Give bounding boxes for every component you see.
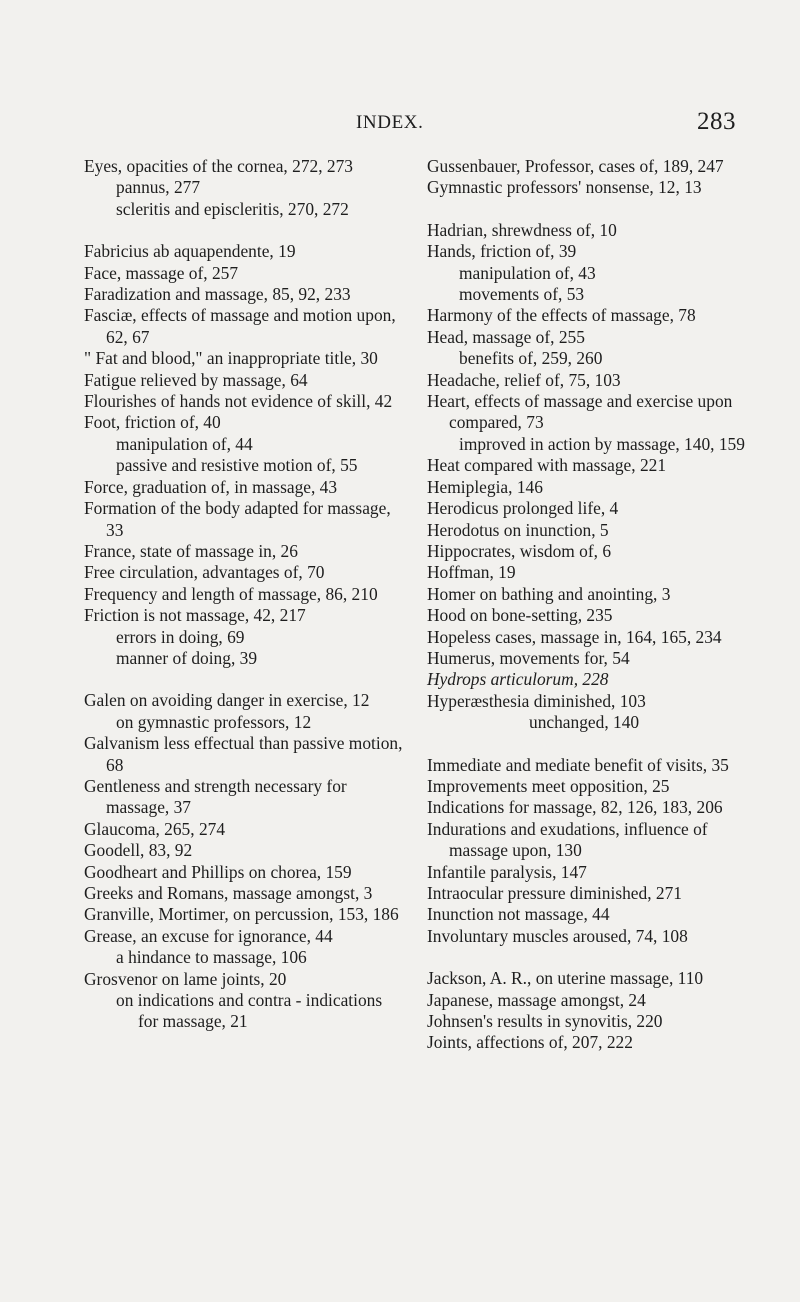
page-header: [0, 108, 800, 138]
index-subentry: manipulation of, 43: [459, 262, 596, 283]
index-subentry: manipulation of, 44: [116, 433, 253, 454]
index-entry: Heart, effects of massage and exercise upon compared, 73: [427, 391, 733, 433]
index-entry: Formation of the body adapted for massage, 33: [84, 498, 391, 540]
index-column-right: [427, 156, 749, 1054]
index-entry: France, state of massage in, 26: [84, 540, 298, 561]
index-entry: Involuntary muscles aroused, 74, 108: [427, 925, 688, 946]
index-entry: Hippocrates, wisdom of, 6: [427, 540, 612, 561]
index-entry: Infantile paralysis, 147: [427, 861, 587, 882]
index-entry: Improvements meet opposition, 25: [427, 775, 670, 796]
index-entry: Faradization and massage, 85, 92, 233: [84, 284, 351, 305]
index-entry: Johnsen's results in synovitis, 220: [427, 1011, 663, 1032]
index-entry: Goodheart and Phillips on chorea, 159: [84, 861, 352, 882]
index-subentry: unchanged, 140: [529, 712, 640, 733]
index-subentry: errors in doing, 69: [116, 626, 245, 647]
index-entry: Japanese, massage amongst, 24: [427, 989, 646, 1010]
index-entry: Inunction not massage, 44: [427, 904, 610, 925]
index-entry: Gymnastic professors' nonsense, 12, 13: [427, 177, 702, 198]
index-entry: Frequency and length of massage, 86, 210: [84, 583, 378, 604]
index-entry: Granville, Mortimer, on percussion, 153, 186: [84, 904, 399, 925]
index-subentry: movements of, 53: [459, 284, 585, 305]
index-entry: Free circulation, advantages of, 70: [84, 562, 325, 583]
index-entry: Hoffman, 19: [427, 562, 516, 583]
index-entry: Fasciæ, effects of massage and motion upon, 62, 67: [84, 305, 396, 347]
index-entry: Galvanism less effectual than passive motion, 68: [84, 733, 403, 775]
index-entry: Jackson, A. R., on uterine massage, 110: [427, 968, 704, 989]
index-entry: Harmony of the effects of massage, 78: [427, 305, 696, 326]
index-entry: Humerus, movements for, 54: [427, 647, 630, 668]
index-entry: Hyperæsthesia diminished, 103: [427, 690, 646, 711]
index-entry: Hands, friction of, 39: [427, 241, 577, 262]
index-entry: Herodotus on inunction, 5: [427, 519, 609, 540]
index-subentry: on gymnastic professors, 12: [116, 711, 312, 732]
index-entry: Hemiplegia, 146: [427, 476, 543, 497]
index-entry: Goodell, 83, 92: [84, 840, 193, 861]
index-entry: Greeks and Romans, massage amongst, 3: [84, 883, 373, 903]
index-entry: Grease, an excuse for ignorance, 44: [84, 925, 333, 946]
index-entry: Foot, friction of, 40: [84, 412, 221, 433]
index-entry: Joints, affections of, 207, 222: [427, 1032, 633, 1053]
index-subentry: a hindance to massage, 106: [116, 947, 307, 968]
index-entry: Grosvenor on lame joints, 20: [84, 968, 287, 989]
index-entry: Indurations and exudations, influence of massage upon, 130: [427, 818, 708, 861]
index-entry: Flourishes of hands not evidence of skill, 42: [84, 391, 393, 412]
index-entry: Fabricius ab aquapendente, 19: [84, 241, 296, 262]
index-entry: Hood on bone-setting, 235: [427, 605, 613, 626]
index-entry: Face, massage of, 257: [84, 262, 239, 283]
index-entry: Galen on avoiding danger in exercise, 12: [84, 690, 370, 711]
index-entry: Herodicus prolonged life, 4: [427, 498, 619, 519]
index-entry: Intraocular pressure diminished, 271: [427, 883, 682, 903]
index-entry: Indications for massage, 82, 126, 183, 206: [427, 797, 723, 818]
running-title: INDEX.: [356, 112, 424, 133]
index-entry: Hadrian, shrewdness of, 10: [427, 219, 617, 240]
index-entry: Hydrops articulorum, 228: [427, 669, 609, 690]
index-entry: Force, graduation of, in massage, 43: [84, 476, 338, 497]
index-entry: Immediate and mediate benefit of visits, 35: [427, 754, 729, 775]
index-subentry: on indications and contra - indications for massage, 21: [116, 990, 383, 1032]
index-entry: Hopeless cases, massage in, 164, 165, 234: [427, 626, 722, 647]
index-entry: Homer on bathing and anointing, 3: [427, 583, 671, 604]
index-entry: Heat compared with massage, 221: [427, 455, 667, 476]
index-entry: Head, massage of, 255: [427, 326, 585, 347]
index-subentry: benefits of, 259, 260: [459, 348, 603, 369]
index-subentry: pannus, 277: [116, 177, 201, 198]
index-entry: Gussenbauer, Professor, cases of, 189, 247: [427, 156, 724, 176]
index-subentry: improved in action by massage, 140, 159: [459, 433, 745, 454]
index-entry: Eyes, opacities of the cornea, 272, 273: [84, 156, 353, 176]
index-entry: Gentleness and strength necessary for massage, 37: [84, 775, 347, 818]
index-subentry: scleritis and episcleritis, 270, 272: [116, 198, 349, 219]
page-number: 283: [697, 108, 736, 135]
index-entry: Glaucoma, 265, 274: [84, 818, 226, 839]
index-subentry: manner of doing, 39: [116, 647, 258, 668]
index-column-left: [84, 156, 406, 1033]
index-entry: " Fat and blood," an inappropriate title, 30: [84, 348, 378, 369]
index-entry: Headache, relief of, 75, 103: [427, 369, 621, 390]
index-entry: Friction is not massage, 42, 217: [84, 605, 306, 626]
index-entry: Fatigue relieved by massage, 64: [84, 369, 308, 390]
index-subentry: passive and resistive motion of, 55: [116, 455, 358, 476]
